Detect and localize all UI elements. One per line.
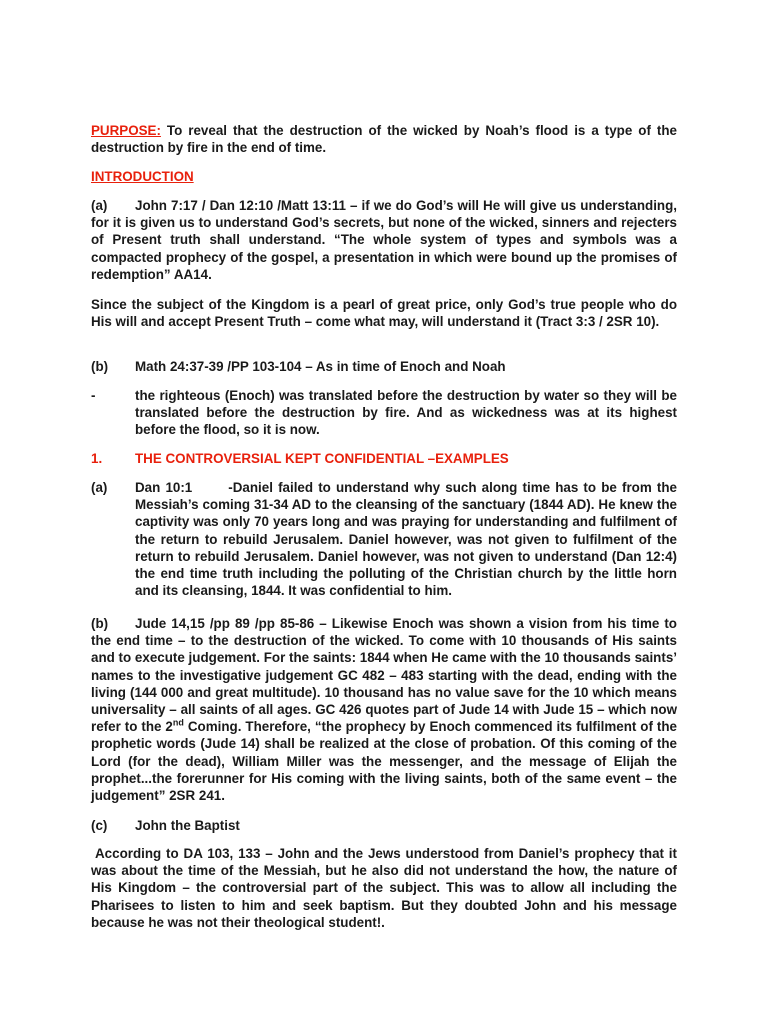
section1-a-body [135, 479, 677, 599]
intro-dash-text: the righteous (Enoch) was translated before the destruction by water so they will be translated before the destruction by fire. And as wickedness was at its highest before the flood, so it is now. [135, 388, 677, 438]
intro-a-text: John 7:17 / Dan 12:10 /Matt 13:11 – if we do God’s will He will give us understanding, for it is given us to understand God’s secrets, but none of the wicked, sinners and rejecters of Present truth shall understand. “The whole system of types and symbols was a compacted prophecy of the gospel, a presentation in which were bound up the promises of redemption” AA14. [91, 198, 677, 282]
section1-b-text-2: Coming. Therefore, “the prophecy by Enoch commenced its fulfilment of the prophetic words (Jude 14) shall be realized at the close of probation. Of this coming of the Lord (for the dead), William Miller was the messenger, and the message of Elijah the prophet...the forerunner for His coming with the living saints, both of the same event – the judgement” 2SR 241. [91, 719, 678, 804]
section1-item-b [91, 615, 677, 804]
intro-item-a [91, 197, 677, 283]
purpose-text: To reveal that the destruction of the wicked by Noah’s flood is a type of the destruction by fire in the end of time. [91, 123, 677, 156]
section1-a-text: -Daniel failed to understand why such along time has to be from the Messiah’s coming 31-34 AD to the cleansing of the sanctuary (1844 AD). He knew the captivity was only 70 years long and was praying for understanding and fulfilment of the return to rebuild Jerusalem. Daniel however, was not given to fulfilment of the return to rebuild Jerusalem. Daniel however, was not given to understand (Dan 12:4) the end time truth including the polluting of the Christian church by the little horn and its cleansing, 1844. It was confidential to him. [135, 480, 678, 599]
section1-b-text-1: Jude 14,15 /pp 89 /pp 85-86 – Likewise Enoch was shown a vision from his time to the end time – to the destruction of the wicked. To come with 10 thousands of His saints and to execute judgement. For the saints: 1844 when He came with the 10 thousands saints’ names to the investigative judgement GC 482 – 483 starting with the dead, ending with the living (144 000 and great multitude). 10 thousand has no value save for the 10 which means universality – all saints of all ages. GC 426 quotes part of Jude 14 with Jude 15 – which now refer to the 2 [91, 616, 677, 735]
section1-title: THE CONTROVERSIAL KEPT CONFIDENTIAL –EXAMPLES [135, 451, 509, 466]
purpose-label: PURPOSE: [91, 123, 161, 138]
section1-c-marker: (c) [91, 818, 108, 833]
section1-a-ref: Dan 10:1 [135, 480, 193, 495]
intro-b-text: Math 24:37-39 /PP 103-104 – As in time of Enoch and Noah [135, 359, 506, 374]
john-baptist-paragraph: According to DA 103, 133 – John and the Jews understood from Daniel’s prophecy that it was about the time of the Messiah, but he also did not understand the how, the nature of His Kingdom – the controversial part of the subject. This was to allow all including the Pharisees to listen to him and seek baptism. But they doubted John and his message because he was not their theological student!. [91, 846, 677, 930]
section1-item-a [91, 479, 677, 599]
introduction-heading: INTRODUCTION [91, 169, 194, 184]
intro-dash-item [91, 387, 677, 439]
section1-number: 1. [91, 451, 103, 466]
section1-b-marker: (b) [91, 616, 109, 631]
section1-item-c [91, 817, 677, 834]
section1-a-marker: (a) [91, 480, 108, 495]
intro-dash-marker: - [91, 388, 96, 403]
section1-c-title: John the Baptist [135, 818, 240, 833]
purpose-paragraph [91, 122, 677, 156]
section1-heading [91, 450, 677, 467]
section1-b-sup: nd [172, 717, 184, 728]
intro-b-marker: (b) [91, 359, 109, 374]
intro-item-b [91, 358, 677, 375]
intro-a-marker: (a) [91, 198, 108, 213]
kingdom-paragraph: Since the subject of the Kingdom is a pearl of great price, only God’s true people who do His will and accept Present Truth – come what may, will understand it (Tract 3:3 / 2SR 10). [91, 297, 677, 330]
